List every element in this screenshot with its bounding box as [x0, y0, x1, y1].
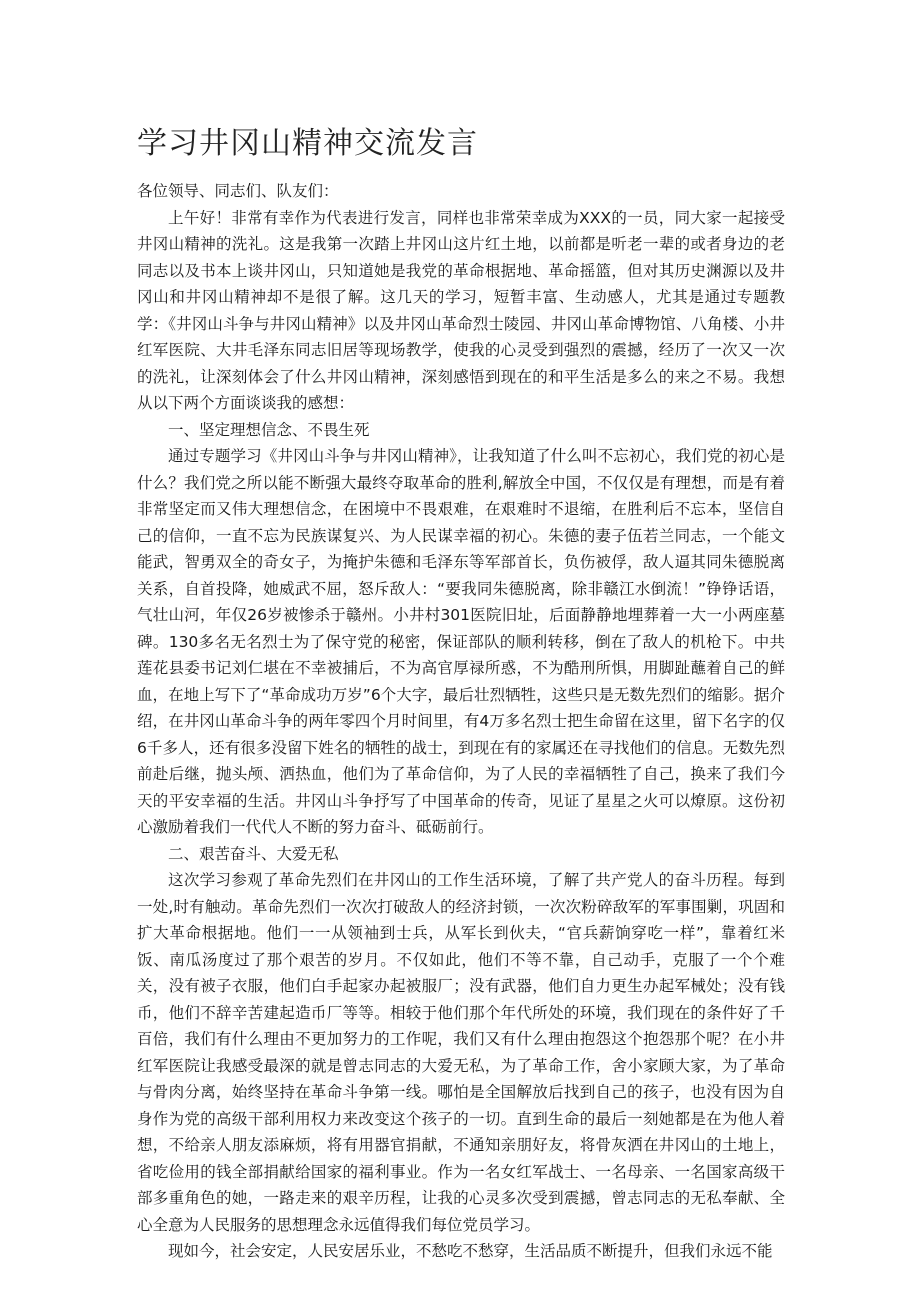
greeting-line: 各位领导、同志们、队友们：	[137, 182, 339, 200]
document-title: 学习井冈山精神交流发言	[137, 126, 478, 161]
section-heading-1: 一、坚定理想信念、不畏生死	[168, 420, 370, 439]
intro-paragraph: 上午好！非常有幸作为代表进行发言，同样也非常荣幸成为XXX的一员，同大家一起接受井冈山精神的洗礼。这是我第一次踏上井冈山这片红土地，以前都是听老一辈的或者身边的老同志以及书本上谈井冈山，只知道她是我党的革命根据地、革命摇篮，但对其历史渊源以及井冈山和井冈山精神却不是很了解。这几天的学习，短暂丰富、生动感人，尤其是通过专题教学：《井冈山斗争与井冈山精神》以及井冈山革命烈士陵园、井冈山革命博物馆、八角楼、小井红军医院、大井毛泽东同志旧居等现场教学，使我的心灵受到强烈的震撼，经历了一次又一次的洗礼，让深刻体会了什么井冈山精神，深刻感悟到现在的和平生活是多么的来之不易。我想从以下两个方面谈谈我的感想：	[137, 208, 785, 412]
section-1-paragraph: 通过专题学习《井冈山斗争与井冈山精神》，让我知道了什么叫不忘初心，我们党的初心是什么？我们党之所以能不断强大最终夺取革命的胜利,解放全中国，不仅仅是有理想，而是有着非常坚定而又伟大理想信念，在困境中不畏艰难，在艰难时不退缩，在胜利后不忘本，坚信自己的信仰，一直不忘为民族谋复兴、为人民谋幸福的初心。朱德的妻子伍若兰同志，一个能文能武，智勇双全的奇女子，为掩护朱德和毛泽东等军部首长，负伤被俘，敌人逼其同朱德脱离关系，自首投降，她威武不屈，怒斥敌人：“要我同朱德脱离，除非赣江水倒流！”铮铮话语，气壮山河，年仅26岁被惨杀于赣州。小井村301医院旧址，后面静静地埋葬着一大一小两座墓碑。130多名无名烈士为了保守党的秘密，保证部队的顺利转移，倒在了敌人的机枪下。中共莲花县委书记刘仁堪在不幸被捕后，不为高官厚禄所惑，不为酷刑所惧，用脚趾蘸着自己的鲜血，在地上写下了“革命成功万岁”6个大字，最后壮烈牺牲，这些只是无数先烈们的缩影。据介绍，在井冈山革命斗争的两年零四个月时间里，有4万多名烈士把生命留在这里，留下名字的仅6千多人，还有很多没留下姓名的牺牲的战士，到现在有的家属还在寻找他们的信息。无数先烈前赴后继，抛头颅、洒热血，他们为了革命信仰，为了人民的幸福牺牲了自己，换来了我们今天的平安幸福的生活。井冈山斗争抒写了中国革命的传奇，见证了星星之火可以燎原。这份初心激励着我们一代代人不断的努力奋斗、砥砺前行。	[137, 447, 785, 836]
closing-paragraph: 现如今，社会安定，人民安居乐业，不愁吃不愁穿，生活品质不断提升，但我们永远不能	[168, 1242, 773, 1260]
document-body	[137, 178, 785, 1265]
section-2-paragraph: 这次学习参观了革命先烈们在井冈山的工作生活环境，了解了共产党人的奋斗历程。每到一处,时有触动。革命先烈们一次次打破敌人的经济封锁，一次次粉碎敌军的军事围剿，巩固和扩大革命根据地。他们一一从领袖到士兵，从军长到伙夫，“官兵薪饷穿吃一样”，靠着红米饭、南瓜汤度过了那个艰苦的岁月。不仅如此，他们不等不靠，自己动手，克服了一个个难关，没有被子衣服，他们白手起家办起被服厂；没有武器，他们自力更生办起军械处；没有钱币，他们不辞辛苦建起造币厂等等。相较于他们那个年代所处的环境，我们现在的条件好了千百倍，我们有什么理由不更加努力的工作呢，我们又有什么理由抱怨这个抱怨那个呢？在小井红军医院让我感受最深的就是曾志同志的大爱无私，为了革命工作，舍小家顾大家，为了革命与骨肉分离，始终坚持在革命斗争第一线。哪怕是全国解放后找到自己的孩子，也没有因为自身作为党的高级干部利用权力来改变这个孩子的一切。直到生命的最后一刻她都是在为他人着想，不给亲人朋友添麻烦，将有用器官捐献，不通知亲朋好友，将骨灰洒在井冈山的土地上，省吃俭用的钱全部捐献给国家的福利事业。作为一名女红军战士、一名母亲、一名国家高级干部多重角色的她，一路走来的艰辛历程，让我的心灵多次受到震撼，曾志同志的无私奉献、全心全意为人民服务的思想理念永远值得我们每位党员学习。	[137, 871, 785, 1234]
section-heading-2: 二、艰苦奋斗、大爱无私	[168, 844, 339, 863]
